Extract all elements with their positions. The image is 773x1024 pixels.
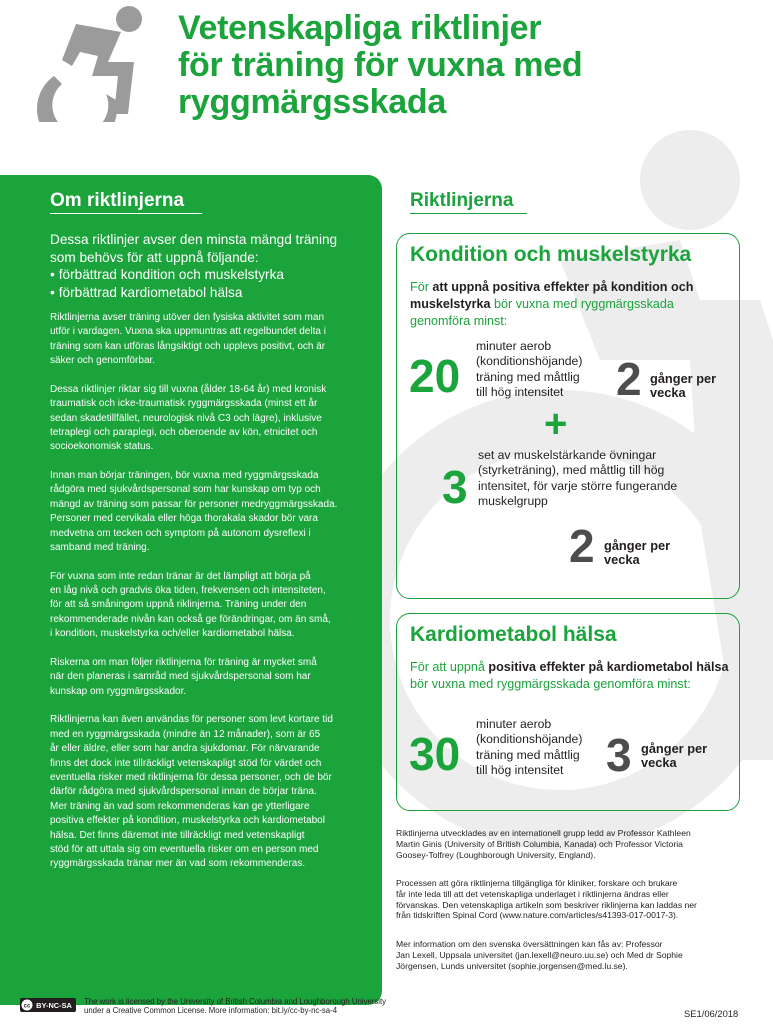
- text-line: stöd för att uttala sig om eventuella risker om en person med: [50, 843, 319, 855]
- paragraph: [50, 570, 362, 642]
- desc-line: (konditionshöjande): [476, 354, 583, 369]
- about-heading: Om riktlinjerna: [50, 190, 185, 211]
- cardio-frequency-label: [641, 742, 707, 770]
- intro-line: som behövs för att uppnå följande:: [50, 249, 259, 265]
- paragraph: [50, 311, 362, 369]
- license-badge-text: BY-NC-SA: [36, 1001, 72, 1010]
- aerobic-frequency-label: [650, 372, 716, 400]
- footnote-line: förvanskas. Den vetenskapliga artikeln som beskriver riklinjerna kan laddas ner: [396, 899, 697, 910]
- intro-bullet-list: [50, 266, 360, 301]
- desc-line: set av muskelstärkande övningar: [478, 448, 657, 462]
- bullet-item: • förbättrad kondition och muskelstyrka: [50, 266, 360, 284]
- desc-line: till hög intensitet: [476, 763, 564, 778]
- text-line: För vuxna som inte redan tränar är det lämpligt att börja på: [50, 570, 311, 582]
- footnote-line: Jan Lexell, Uppsala universitet (jan.lexell@neuro.uu.se) och Med dr Sophie: [396, 949, 683, 960]
- cardio-frequency-number: 3: [606, 729, 632, 781]
- text-line: rådgöra med sjukvårdspersonal som har kunskap om typ och: [50, 484, 321, 496]
- text-line: säker och genomförbar.: [50, 355, 156, 367]
- text-line: år eller äldre, eller som har andra sjukdomar. För närvarande: [50, 743, 320, 755]
- intro-text-part: För att uppnå: [410, 660, 489, 674]
- footnote-line: Jörgensen, Lunds universitet (sophie.jorgensen@med.lu.se).: [396, 960, 628, 971]
- desc-line: träning med måttlig: [476, 747, 580, 762]
- footnote-line: från tidskriften Spinal Cord (www.nature.com/articles/s41393-017-0017-3).: [396, 910, 679, 921]
- desc-line: intensitet, för varje större fungerande: [478, 478, 678, 493]
- text-line: tetraplegi och paraplegi, och oberoende av kön, etnicitet och: [50, 427, 318, 439]
- intro-text-bold: att uppnå positiva effekter på kondition och muskelstyrka: [410, 280, 694, 311]
- intro-text: [50, 231, 360, 301]
- title-line-1: Vetenskapliga riktlinjer: [178, 9, 542, 47]
- text-line: Riktlinjerna kan även användas för personer som levt kortare tid: [50, 714, 333, 726]
- creative-commons-icon: [20, 998, 76, 1012]
- intro-line: Dessa riktlinjer avser den minsta mängd träning: [50, 232, 338, 247]
- text-line: positiva effekter på kondition, muskelstyrka och kardiometabol: [50, 815, 325, 827]
- text-line: träning som kan utföras långsiktigt och upplevs positivt, och är: [50, 340, 326, 352]
- aerobic-minutes-number: 20: [409, 350, 461, 402]
- footnote-authors: [396, 828, 746, 860]
- desc-line: muskelgrupp: [478, 494, 548, 509]
- paragraph: [50, 383, 362, 455]
- freq-line: gånger per: [604, 538, 671, 553]
- bullet-item: • förbättrad kardiometabol hälsa: [50, 284, 360, 302]
- text-line: med en ryggmärgsskada (mindre än 12 månader), som är 65: [50, 728, 321, 740]
- strength-frequency-number: 2: [569, 520, 595, 572]
- text-line: rekommenderade nivån kan också ge förändringar, om än små,: [50, 613, 331, 625]
- intro-text-part: bör vuxna med ryggmärgsskada genomföra minst:: [410, 297, 674, 328]
- freq-line: gånger per: [641, 741, 708, 756]
- text-line: därför rådgöra med sjukvårdspersonal innan de börjar träna.: [50, 786, 317, 798]
- license-line: under a Creative Common License. More information: bit.ly/cc-by-nc-sa-4: [84, 1006, 338, 1015]
- desc-line: minuter aerob: [476, 717, 552, 731]
- footnote-process: [396, 878, 756, 921]
- footnote-line: får inte leda till att det vetenskapliga underlaget i riktlinjerna ändras eller: [396, 888, 669, 899]
- plus-sign: +: [544, 402, 568, 446]
- intro-text-part: bör vuxna med ryggmärgsskada genomföra minst:: [410, 677, 691, 691]
- guidelines-heading: Riktlinjerna: [410, 190, 514, 211]
- text-line: Personer med cervikala eller höga thorakala skador bör vara: [50, 513, 318, 525]
- desc-line: minuter aerob: [476, 339, 552, 353]
- strength-description: [478, 448, 728, 510]
- fitness-strength-title: Kondition och muskelstyrka: [410, 243, 692, 266]
- desc-line: till hög intensitet: [476, 385, 564, 400]
- paragraph: [50, 713, 362, 871]
- svg-text:cc: cc: [23, 1003, 31, 1010]
- text-line: eventuella risker med riktlinjerna för dessa personer, och de bör: [50, 771, 332, 783]
- text-line: när den planeras i samråd med sjukvårdspersonal som har: [50, 671, 311, 683]
- paragraph: [50, 469, 362, 555]
- title-line-2: för träning för vuxna med: [178, 46, 583, 84]
- about-body-text: [50, 311, 362, 886]
- document-code: SE1/06/2018: [684, 1008, 739, 1019]
- text-line: kunskap om ryggmärgsskador.: [50, 685, 187, 697]
- license-line: The work is licensed by the University of British Columbia and Loughborough University: [84, 997, 387, 1006]
- desc-line: (styrketräning), med måttlig till hög: [478, 463, 665, 478]
- footnote-line: Processen att göra riktlinjerna tillgängliga för kliniker, forskare och brukare: [396, 878, 678, 888]
- license-text: [84, 997, 414, 1015]
- footnote-line: Goosey-Tolfrey (Loughborough University, England).: [396, 849, 596, 860]
- text-line: samband med träning.: [50, 542, 150, 554]
- text-line: mängd av träning som passar för personer medryggmärgsskada.: [50, 498, 338, 510]
- strength-sets-number: 3: [442, 461, 468, 513]
- text-line: Riskerna om man följer riktlinjerna för träning är mycket små: [50, 656, 317, 668]
- fitness-strength-intro: [410, 279, 730, 330]
- footnote-line: Mer information om den svenska översättningen kan fås av: Professor: [396, 939, 663, 949]
- strength-frequency-label: [604, 539, 670, 567]
- paragraph: [50, 656, 362, 699]
- cardio-description: [476, 717, 616, 779]
- text-line: ryggmärgsskada tränar mer än vad som rekommenderas.: [50, 858, 306, 870]
- freq-line: gånger per: [650, 371, 717, 386]
- text-line: Dessa riktlinjer riktar sig till vuxna (ålder 18-64 år) med kronisk: [50, 383, 327, 395]
- text-line: hälsa. Det finns däremot inte tillräckligt med vetenskapligt: [50, 829, 305, 841]
- footnote-line: Martin Ginis (University of British Columbia, Kanada) och Professor Victoria: [396, 838, 683, 849]
- text-line: Riktlinjerna avser träning utöver den fysiska aktivitet som man: [50, 312, 325, 323]
- text-line: en låg nivå och gradvis öka tiden, frekvensen och intensiteten,: [50, 585, 326, 597]
- text-line: i kondition, muskelstyrka och/eller kardiometabol hälsa.: [50, 628, 295, 640]
- freq-line: vecka: [604, 552, 640, 567]
- text-line: för att så småningom uppnå riklinjerna. Träning under den: [50, 599, 307, 611]
- freq-line: vecka: [641, 755, 677, 770]
- aerobic-description: [476, 339, 616, 401]
- intro-text-bold: positiva effekter på kardiometabol hälsa: [488, 660, 729, 674]
- text-line: utför i vardagen. Vuxna ska uppmuntras att regelbundet delta i: [50, 326, 326, 338]
- footnote-contact: [396, 939, 746, 971]
- text-line: finns det dock inte tillräckligt vetenskapligt stöd för värdet och: [50, 757, 322, 769]
- wheelchair-accessibility-icon: [36, 4, 158, 122]
- text-line: traumatisk och icke-traumatisk ryggmärgsskada (minst ett år: [50, 398, 318, 410]
- intro-text-part: För: [410, 280, 433, 294]
- about-heading-underline: [50, 213, 202, 214]
- freq-line: vecka: [650, 385, 686, 400]
- text-line: sedan skadetillfället, neurologisk nivå C3 och lägre), inklusive: [50, 412, 322, 424]
- guidelines-heading-underline: [410, 213, 527, 214]
- desc-line: träning med måttlig: [476, 369, 580, 384]
- cardiometabolic-title: Kardiometabol hälsa: [410, 623, 617, 646]
- text-line: Innan man börjar träningen, bör vuxna med ryggmärgsskada: [50, 470, 319, 482]
- page-title: [178, 10, 738, 121]
- cardio-minutes-number: 30: [409, 728, 461, 780]
- text-line: medvetna om tecken och symptom på autonom dysreflexi i: [50, 527, 311, 539]
- text-line: Mer träning än vad som rekommenderas kan ge ytterligare: [50, 800, 310, 812]
- desc-line: (konditionshöjande): [476, 732, 583, 747]
- cardiometabolic-intro: [410, 659, 730, 693]
- text-line: socioekonomisk status.: [50, 441, 154, 453]
- title-line-3: ryggmärgsskada: [178, 83, 446, 121]
- aerobic-frequency-number: 2: [616, 353, 642, 405]
- footnote-line: Riktlinjerna utvecklades av en internationell grupp ledd av Professor Kathleen: [396, 828, 691, 838]
